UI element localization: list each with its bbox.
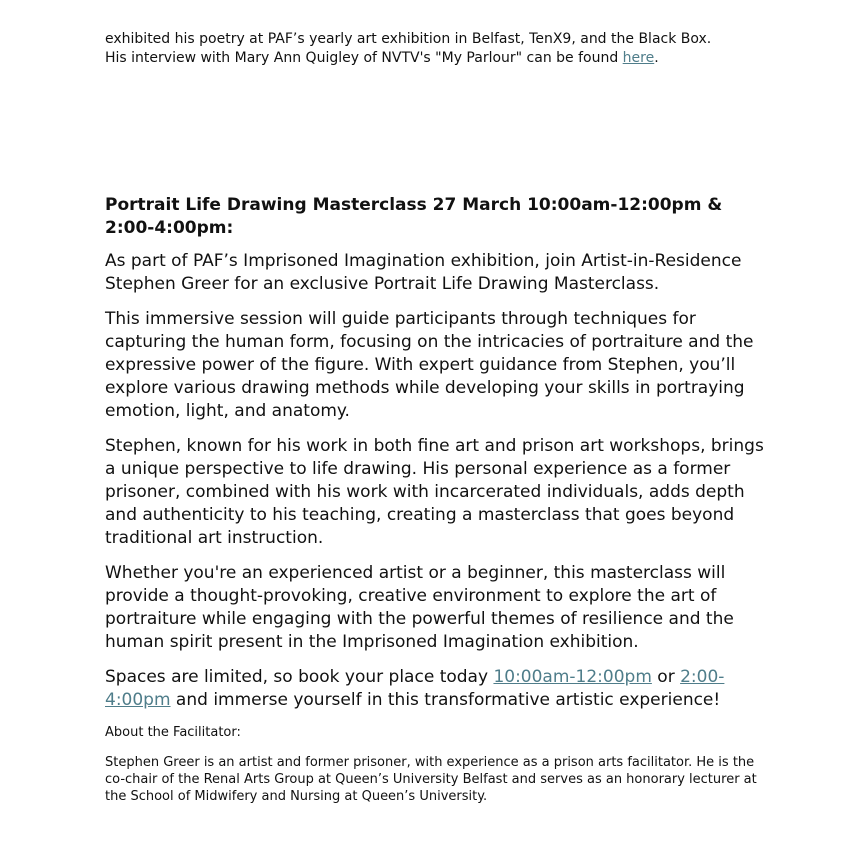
booking-middle: or [651,667,681,687]
intro-line-2-suffix: . [654,50,659,66]
article-content [105,30,765,805]
about-facilitator-label: About the Facilitator: [105,725,241,740]
intro-paragraph [105,30,765,68]
audience-paragraph: Whether you're an experienced artist or a beginner, this masterclass will provide a thought-provoking, creative environment to explore the art of portraiture while engaging with the powerful themes of resilience and the human spirit present in the Imprisoned Imagination exhibition. [105,563,734,652]
stephen-background-paragraph: Stephen, known for his work in both fine art and prison art workshops, brings a unique perspective to life drawing. His personal experience as a former prisoner, combined with his work with incarcerated individuals, adds depth and authenticity to his teaching, creating a masterclass that goes beyond traditional art instruction. [105,436,764,548]
afternoon-session-link[interactable]: 2:00-4:00pm [105,667,725,710]
session-description-paragraph: This immersive session will guide participants through techniques for capturing the human form, focusing on the intricacies of portraiture and the expressive power of the figure. With expert guidance from Stephen, you’ll explore various drawing methods while developing your skills in portraying emotion, light, and anatomy. [105,309,754,421]
booking-suffix: and immerse yourself in this transformative artistic experience! [170,690,721,710]
booking-paragraph [105,666,765,712]
intro-line-2-prefix: His interview with Mary Ann Quigley of NVTV's "My Parlour" can be found [105,50,623,66]
facilitator-bio: Stephen Greer is an artist and former prisoner, with experience as a prison arts facilitator. He is the co-chair of the Renal Arts Group at Queen’s University Belfast and serves as an honorary lecturer at the School of Midwifery and Nursing at Queen’s University. [105,755,757,804]
morning-session-link[interactable]: 10:00am-12:00pm [493,667,652,687]
masterclass-intro-paragraph: As part of PAF’s Imprisoned Imagination exhibition, join Artist-in-Residence Stephen Greer for an exclusive Portrait Life Drawing Masterclass. [105,251,742,294]
booking-prefix: Spaces are limited, so book your place today [105,667,494,687]
interview-here-link[interactable]: here [622,50,655,66]
masterclass-heading: Portrait Life Drawing Masterclass 27 March 10:00am-12:00pm & 2:00-4:00pm: [105,195,723,238]
intro-line-1: exhibited his poetry at PAF’s yearly art exhibition in Belfast, TenX9, and the Black Box. [105,31,712,47]
